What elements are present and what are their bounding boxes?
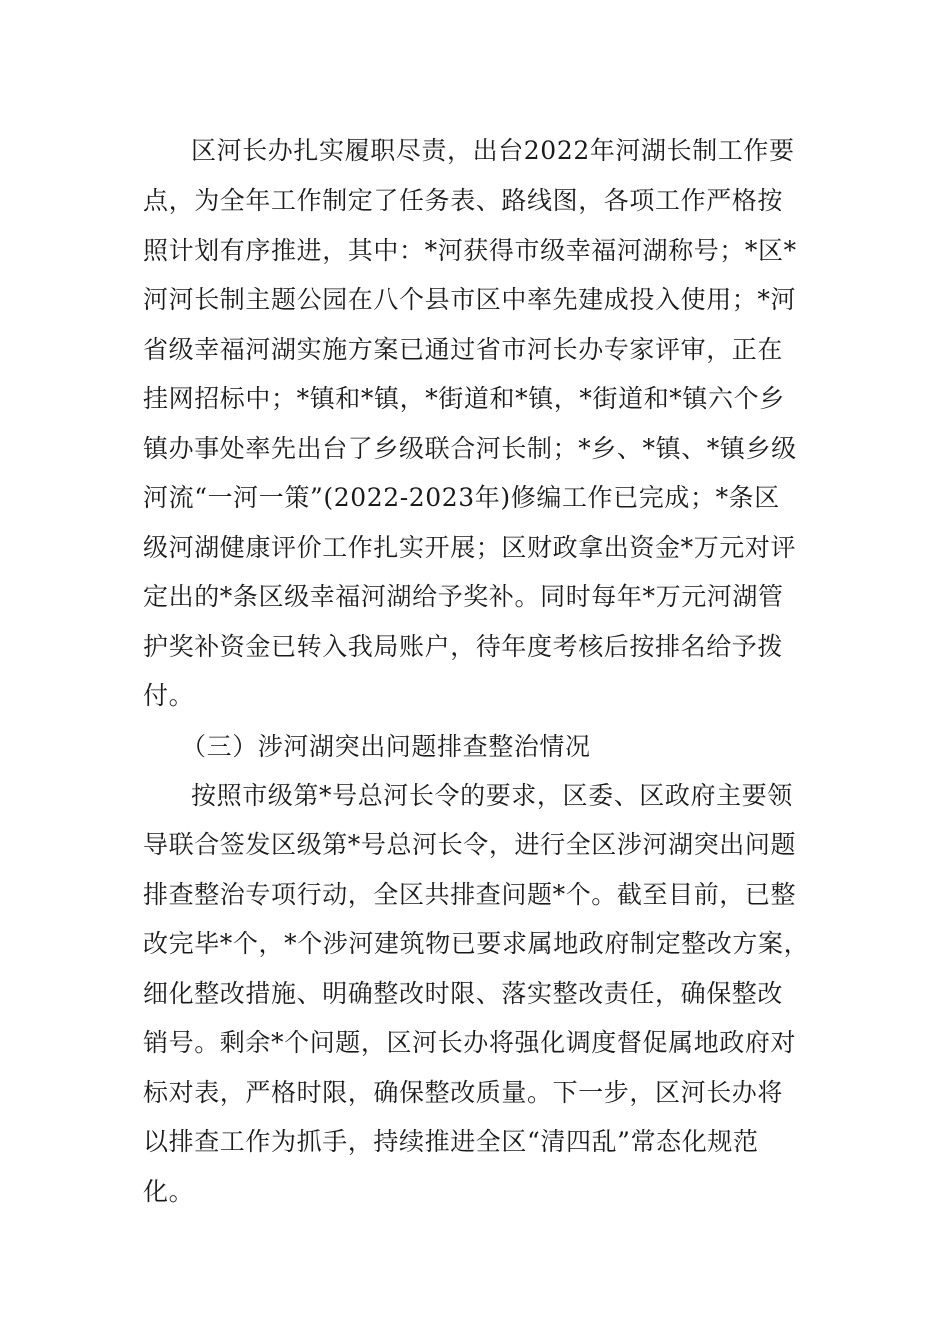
text-line: 按照市级第*号总河长令的要求，区委、区政府主要领 <box>191 781 793 810</box>
section-heading: （三）涉河湖突出问题排查整治情况 <box>181 732 591 761</box>
text-line: 照计划有序推进，其中：*河获得市级幸福河湖称号；*区* <box>143 236 797 265</box>
text-line: 镇办事处率先出台了乡级联合河长制；*乡、*镇、*镇乡级 <box>143 434 797 463</box>
text-line: 付。 <box>143 681 195 710</box>
text-line: 改完毕*个，*个涉河建筑物已要求属地政府制定整改方案， <box>143 929 810 958</box>
text-line: 细化整改措施、明确整改时限、落实整改责任，确保整改 <box>143 979 784 1008</box>
text-line: 河河长制主题公园在八个县市区中率先建成投入使用；*河 <box>143 285 797 314</box>
text-line: 点，为全年工作制定了任务表、路线图，各项工作严格按 <box>143 186 784 215</box>
text-line: 化。 <box>143 1177 195 1206</box>
text-line: 河流“一河一策”(2022-2023年)修编工作已完成；*条区 <box>143 483 780 512</box>
text-line: 定出的*条区级幸福河湖给予奖补。同时每年*万元河湖管 <box>143 582 784 611</box>
text-line: 级河湖健康评价工作扎实开展；区财政拿出资金*万元对评 <box>143 533 797 562</box>
text-line: 销号。剩余*个问题，区河长办将强化调度督促属地政府对 <box>143 1028 797 1057</box>
text-line: 区河长办扎实履职尽责，出台2022年河湖长制工作要 <box>191 136 795 165</box>
text-line: 以排查工作为抓手，持续推进全区“清四乱”常态化规范 <box>143 1127 759 1156</box>
text-line: 排查整治专项行动，全区共排查问题*个。截至目前，已整 <box>143 880 797 909</box>
text-line: 护奖补资金已转入我局账户，待年度考核后按排名给予拨 <box>143 632 784 661</box>
text-line: 标对表，严格时限，确保整改质量。下一步，区河长办将 <box>143 1078 784 1107</box>
text-line: 挂网招标中；*镇和*镇，*街道和*镇，*街道和*镇六个乡 <box>143 384 785 413</box>
text-line: 省级幸福河湖实施方案已通过省市河长办专家评审，正在 <box>143 335 784 364</box>
text-line: 导联合签发区级第*号总河长令，进行全区涉河湖突出问题 <box>143 830 797 859</box>
